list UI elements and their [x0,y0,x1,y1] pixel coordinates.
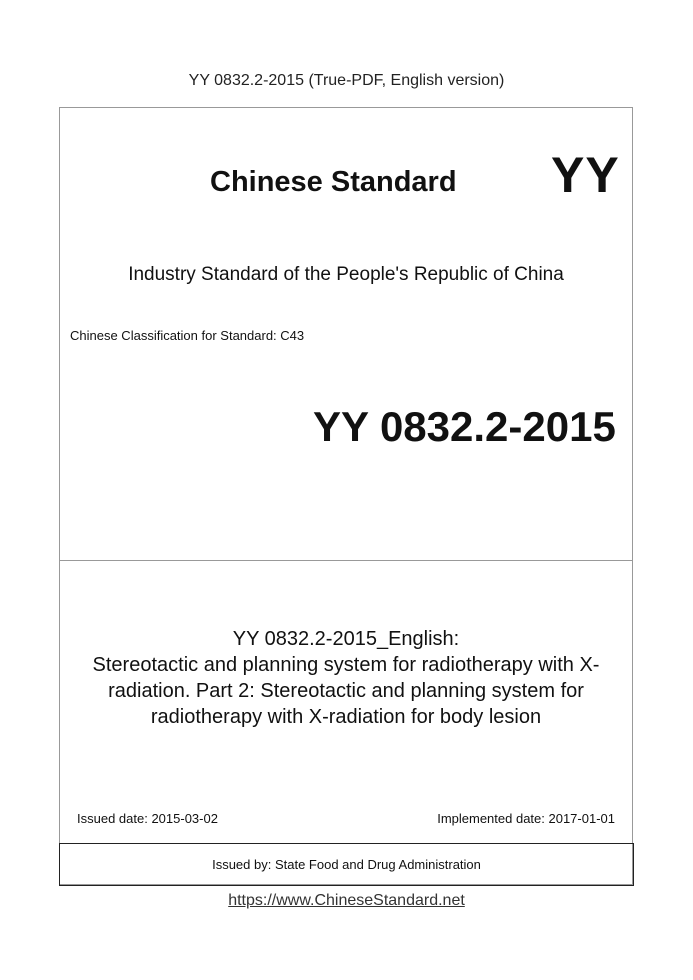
standard-number: YY 0832.2-2015 [313,403,616,450]
description-line: radiotherapy with X-radiation for body lesion [150,706,542,728]
standard-description [60,626,632,730]
issued-date: Issued date: 2015-03-02 [77,811,218,826]
website-link[interactable]: https://www.ChineseStandard.net [228,892,465,909]
classification-label: Chinese Classification for Standard: C43 [70,328,305,343]
document-header-title: YY 0832.2-2015 (True-PDF, English version) [188,72,505,89]
implemented-date: Implemented date: 2017-01-01 [437,811,615,826]
description-line: YY 0832.2-2015_English: [232,628,460,650]
cover-heading: Chinese Standard [210,166,457,198]
issuer-label: Issued by: State Food and Drug Administration [212,857,481,872]
cover-top-section [60,108,632,561]
issuer-box [59,843,634,886]
standard-mark: YY [551,147,620,203]
industry-standard-label: Industry Standard of the People's Republic of China [128,264,564,285]
cover-frame [59,107,633,885]
description-line: radiation. Part 2: Stereotactic and planning system for [108,680,584,702]
description-line: Stereotactic and planning system for radiotherapy with X- [92,654,600,676]
